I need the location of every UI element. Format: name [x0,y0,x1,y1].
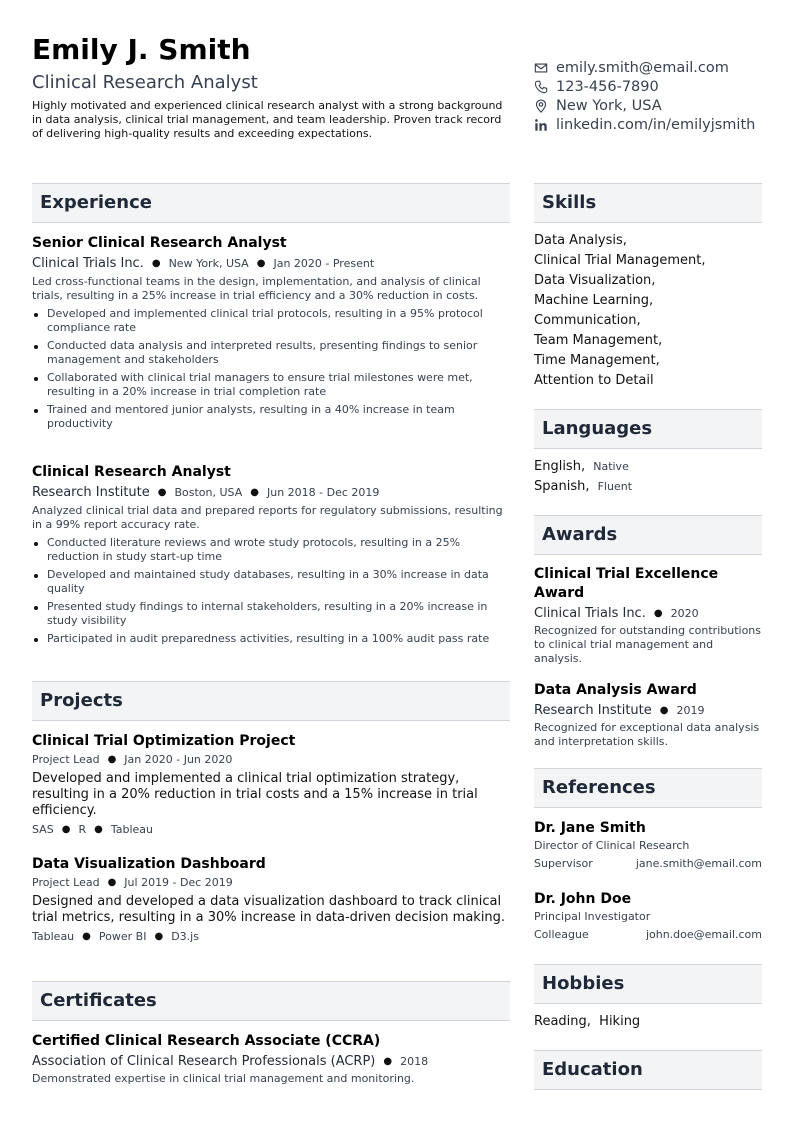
language-name: English, [534,459,586,474]
language-name: Spanish, [534,479,590,494]
skill-item: Data Analysis, [534,233,627,248]
project-description: Developed and implemented a clinical trial optimization strategy, resulting in a 20% reduction in trial costs and a 15% increase in trial efficiency. [32,771,478,818]
certificate-title: Certified Clinical Research Associate (CCRA) [32,1033,381,1049]
skill-item: Attention to Detail [534,373,654,388]
job-title: Senior Clinical Research Analyst [32,235,287,251]
job-bullets [32,307,510,431]
reference-name: Dr. Jane Smith [534,820,646,836]
education-heading: Education [534,1050,762,1090]
award-description: Recognized for outstanding contributions to clinical trial management and analysis. [534,624,762,665]
candidate-name: Emily J. Smith [32,33,251,66]
job-bullet: Conducted literature reviews and wrote study protocols, resulting in a 25% reduction in study start-up time [32,536,510,564]
reference-position: Principal Investigator [534,910,651,923]
project-tool: D3.js [171,930,199,943]
separator-dot: ● [157,487,167,498]
certificate-item [32,1032,510,1086]
job-dates: Jun 2018 - Dec 2019 [267,486,380,499]
separator-dot: ● [653,608,663,619]
separator-dot: ● [61,824,71,835]
awards-heading: Awards [534,515,762,555]
certificate-meta [32,1053,510,1071]
separator-dot: ● [250,487,259,498]
candidate-role: Clinical Research Analyst [32,72,258,93]
job-bullet: Presented study findings to internal stakeholders, resulting in a 20% increase in study visibility [32,600,510,628]
project-tool: Power BI [98,930,147,943]
award-year: 2019 [676,704,705,717]
project-tools [32,822,510,838]
separator-dot: ● [107,754,117,765]
contact-phone-text: 123-456-7890 [556,78,659,95]
separator-dot: ● [659,705,669,716]
certificate-year: 2018 [400,1055,429,1068]
location-pin-icon [534,99,548,113]
linkedin-icon [534,118,548,132]
contact-block [534,58,784,134]
profile-summary: Highly motivated and experienced clinical research analyst with a strong background in data analysis, clinical trial management, and team leadership. Proven track record of delivering high-quality results and exceeding expectations. [32,99,503,140]
contact-phone[interactable] [534,77,784,96]
project-tool: Tableau [32,930,75,943]
project-tools [32,929,510,945]
award-year: 2020 [670,607,699,620]
award-item [534,565,762,666]
reference-position: Director of Clinical Research [534,839,690,852]
project-dates: Jul 2019 - Dec 2019 [124,876,233,889]
project-meta [32,875,510,891]
projects-heading: Projects [32,681,510,721]
phone-icon [534,80,548,94]
award-org: Clinical Trials Inc. [534,606,646,621]
reference-name: Dr. John Doe [534,891,632,907]
experience-item [32,234,510,435]
certificates-heading: Certificates [32,981,510,1021]
language-level: Fluent [597,480,633,493]
language-item [534,457,762,477]
reference-relation: Supervisor [534,857,593,870]
job-summary: Analyzed clinical trial data and prepared reports for regulatory submissions, resulting in a 99% report accuracy rate. [32,504,503,531]
job-company: Clinical Trials Inc. [32,256,144,271]
mail-icon [534,61,548,75]
project-role: Project Lead [32,753,100,766]
separator-dot: ● [154,931,164,942]
project-tool: Tableau [110,823,153,836]
contact-linkedin-text: linkedin.com/in/emilyjsmith [556,116,756,133]
award-meta [534,702,762,720]
reference-relation: Colleague [534,928,589,941]
reference-email[interactable]: john.doe@email.com [645,928,762,941]
languages-heading: Languages [534,409,762,449]
languages-list [534,457,762,497]
job-location: New York, USA [168,257,249,270]
contact-location-text: New York, USA [556,97,662,114]
separator-dot: ● [94,824,103,835]
job-meta [32,255,510,273]
job-bullet: Conducted data analysis and interpreted results, presenting findings to senior management and stakeholders [32,339,510,367]
project-tool: SAS [32,823,54,836]
separator-dot: ● [107,877,117,888]
reference-item [534,819,762,873]
hobbies-heading: Hobbies [534,964,762,1004]
language-item [534,477,762,497]
reference-email[interactable]: jane.smith@email.com [635,857,762,870]
experience-heading: Experience [32,183,510,223]
project-role: Project Lead [32,876,100,889]
project-dates: Jan 2020 - Jun 2020 [124,753,233,766]
award-meta [534,605,762,623]
certificate-issuer: Association of Clinical Research Professionals (ACRP) [32,1054,376,1069]
contact-email[interactable] [534,58,784,77]
project-tool: R [78,823,87,836]
project-title: Data Visualization Dashboard [32,856,266,872]
reference-contact [534,855,762,873]
skill-item: Time Management, [534,353,660,368]
award-org: Research Institute [534,703,652,718]
project-meta [32,752,510,768]
skills-list [534,231,762,391]
project-description: Designed and developed a data visualization dashboard to track clinical trial metrics, resulting in a 30% increase in data-driven decision making. [32,894,506,925]
separator-dot: ● [256,258,266,269]
skill-item: Machine Learning, [534,293,654,308]
language-level: Native [593,460,629,473]
job-bullet: Participated in audit preparedness activities, resulting in a 100% audit pass rate [32,632,510,646]
job-bullet: Trained and mentored junior analysts, resulting in a 40% increase in team productivity [32,403,510,431]
skill-item: Communication, [534,313,641,328]
job-bullet: Developed and implemented clinical trial protocols, resulting in a 95% protocol compliance rate [32,307,510,335]
job-bullets [32,536,510,646]
award-description: Recognized for exceptional data analysis and interpretation skills. [534,721,760,748]
job-company: Research Institute [32,485,150,500]
skill-item: Clinical Trial Management, [534,253,706,268]
award-title: Data Analysis Award [534,682,697,698]
hobbies-text: Reading, Hiking [534,1014,641,1029]
certificate-description: Demonstrated expertise in clinical trial management and monitoring. [32,1072,415,1085]
reference-item [534,890,762,944]
skill-item: Team Management, [534,333,663,348]
job-bullet: Developed and maintained study databases, resulting in a 30% increase in data quality [32,568,510,596]
separator-dot: ● [151,258,161,269]
award-title: Clinical Trial Excellence Award [534,566,719,601]
project-item [32,855,510,945]
separator-dot: ● [383,1056,393,1067]
job-bullet: Collaborated with clinical trial managers to ensure trial milestones were met, resulting in a 20% increase in trial completion rate [32,371,510,399]
contact-linkedin[interactable] [534,115,784,134]
reference-contact [534,926,762,944]
job-location: Boston, USA [174,486,243,499]
job-dates: Jan 2020 - Present [273,257,375,270]
contact-email-text: emily.smith@email.com [556,59,729,76]
project-item [32,732,510,838]
skill-item: Data Visualization, [534,273,656,288]
contact-location [534,96,784,115]
skills-heading: Skills [534,183,762,223]
separator-dot: ● [82,931,91,942]
job-summary: Led cross-functional teams in the design, implementation, and analysis of clinical trials, resulting in a 25% increase in trial efficiency and a 30% reduction in costs. [32,275,481,302]
experience-item [32,463,510,650]
project-title: Clinical Trial Optimization Project [32,733,296,749]
award-item [534,681,762,749]
job-title: Clinical Research Analyst [32,464,231,480]
job-meta [32,484,510,502]
references-heading: References [534,768,762,808]
